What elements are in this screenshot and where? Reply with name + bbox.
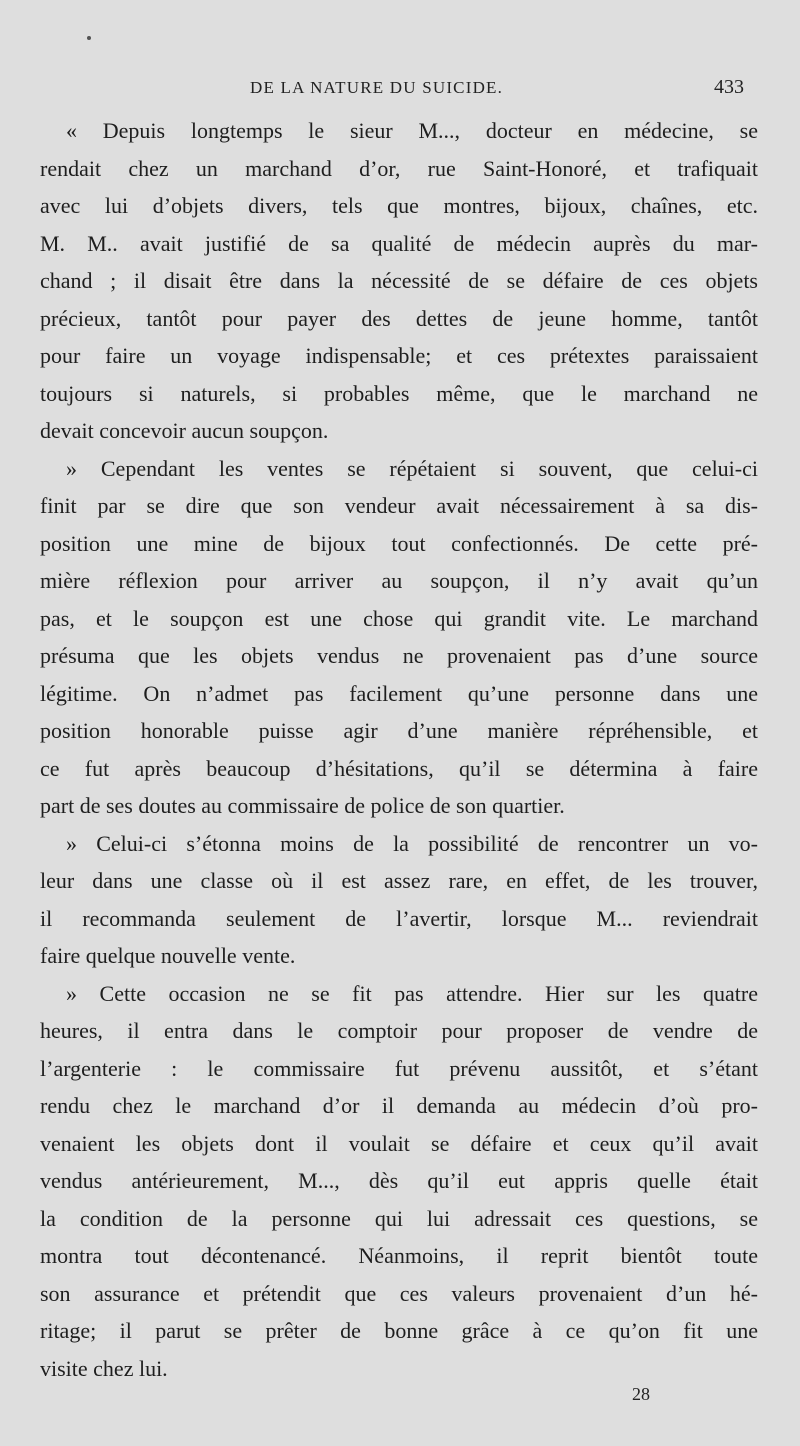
- text-line: position une mine de bijoux tout confectionnés. De cette pré-: [40, 530, 758, 556]
- text-line: avec lui d’objets divers, tels que montres, bijoux, chaînes, etc.: [40, 193, 758, 218]
- text-line: son assurance et prétendit que ces valeurs provenaient d’un hé-: [40, 1280, 758, 1306]
- page-number: 433: [714, 76, 744, 98]
- text-line: part de ses doutes au commissaire de police de son quartier.: [40, 793, 565, 818]
- text-line: rendu chez le marchand d’or il demanda au médecin d’où pro-: [40, 1093, 758, 1118]
- text-line: heures, il entra dans le comptoir pour proposer de vendre de: [40, 1018, 758, 1043]
- text-line: ritage; il parut se prêter de bonne grâce à ce qu’on fit une: [40, 1318, 758, 1343]
- text-line: légitime. On n’admet pas facilement qu’une personne dans une: [40, 680, 758, 706]
- text-line: il recommanda seulement de l’avertir, lorsque M... reviendrait: [40, 905, 758, 931]
- text-line: vendus antérieurement, M..., dès qu’il eut appris quelle était: [40, 1168, 758, 1193]
- text-line: mière réflexion pour arriver au soupçon, il n’y avait qu’un: [40, 568, 758, 593]
- text-line: l’argenterie : le commissaire fut prévenu aussitôt, et s’étant: [40, 1055, 758, 1081]
- text-line: » Cette occasion ne se fit pas attendre. Hier sur les quatre: [66, 980, 758, 1006]
- text-line: faire quelque nouvelle vente.: [40, 943, 296, 968]
- text-line: » Celui-ci s’étonna moins de la possibilité de rencontrer un vo-: [66, 830, 758, 856]
- text-line: précieux, tantôt pour payer des dettes de jeune homme, tantôt: [40, 305, 758, 331]
- body-text: [40, 112, 758, 1387]
- text-line: M. M.. avait justifié de sa qualité de médecin auprès du mar-: [40, 230, 758, 256]
- text-line: venaient les objets dont il voulait se défaire et ceux qu’il avait: [40, 1130, 758, 1156]
- text-line: pour faire un voyage indispensable; et ces prétextes paraissaient: [40, 343, 758, 368]
- text-line: devait concevoir aucun soupçon.: [40, 418, 329, 443]
- text-line: présuma que les objets vendus ne provenaient pas d’une source: [40, 643, 758, 668]
- text-line: la condition de la personne qui lui adressait ces questions, se: [40, 1205, 758, 1231]
- text-line: » Cependant les ventes se répétaient si souvent, que celui-ci: [66, 455, 758, 481]
- text-line: finit par se dire que son vendeur avait nécessairement à sa dis-: [40, 493, 758, 518]
- text-line: chand ; il disait être dans la nécessité de se défaire de ces objets: [40, 268, 758, 293]
- running-title: DE LA NATURE DU SUICIDE.: [250, 78, 504, 97]
- text-line: pas, et le soupçon est une chose qui grandit vite. Le marchand: [40, 605, 758, 631]
- text-line: toujours si naturels, si probables même, que le marchand ne: [40, 380, 758, 406]
- ink-speck: [87, 36, 91, 40]
- text-line: leur dans une classe où il est assez rare, en effet, de les trouver,: [40, 868, 758, 893]
- text-line: visite chez lui.: [40, 1355, 168, 1381]
- signature-mark: 28: [632, 1384, 650, 1404]
- text-line: « Depuis longtemps le sieur M..., docteur en médecine, se: [66, 118, 758, 143]
- text-line: rendait chez un marchand d’or, rue Saint-Honoré, et trafiquait: [40, 155, 758, 181]
- text-line: montra tout décontenancé. Néanmoins, il reprit bientôt toute: [40, 1243, 758, 1268]
- text-line: ce fut après beaucoup d’hésitations, qu’il se détermina à faire: [40, 755, 758, 781]
- text-line: position honorable puisse agir d’une manière répréhensible, et: [40, 718, 758, 743]
